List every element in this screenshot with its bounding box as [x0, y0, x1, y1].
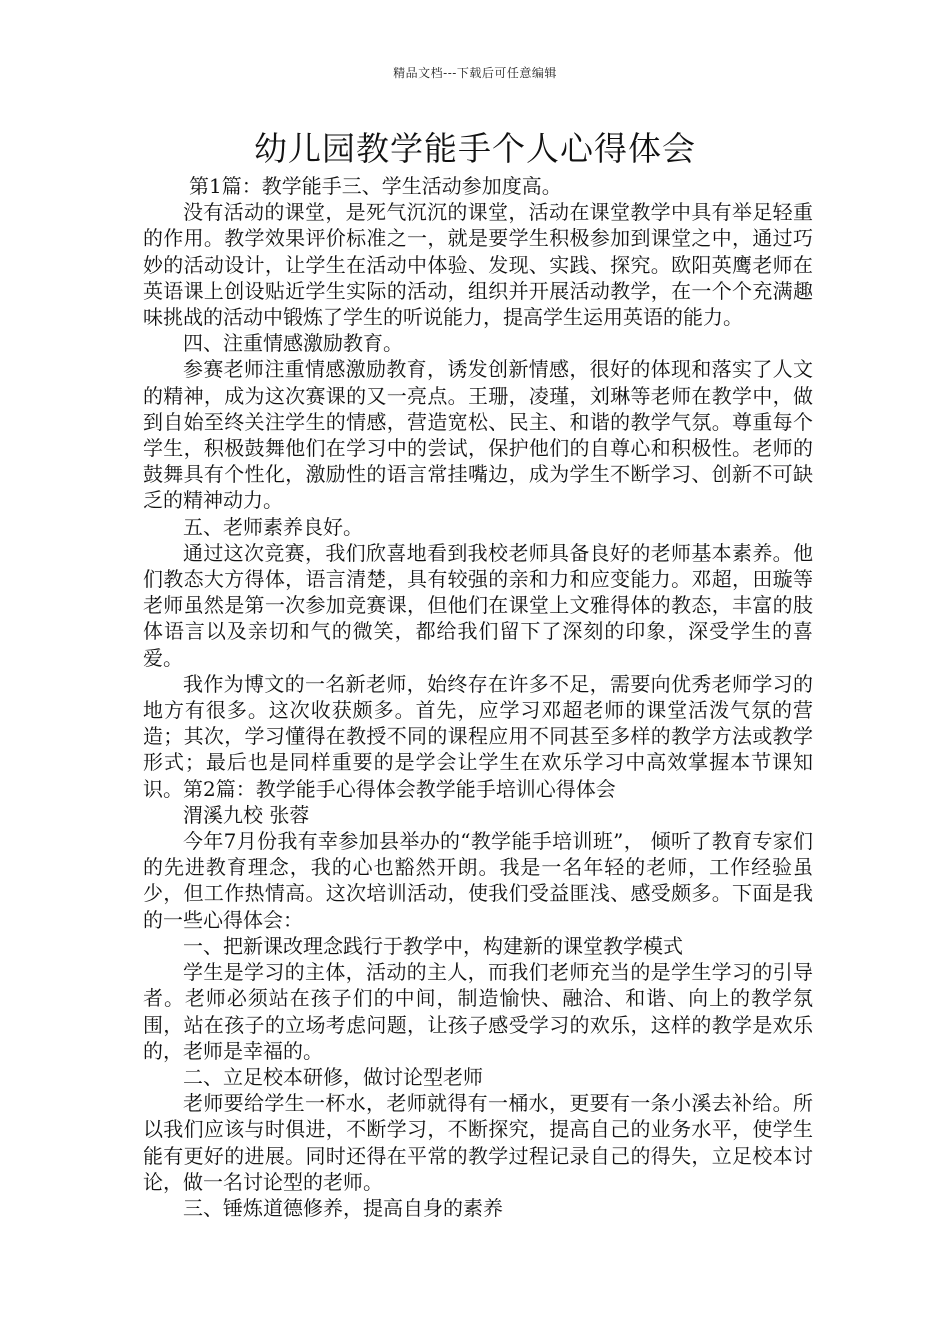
paragraph-section-two: 老师要给学生一杯水，老师就得有一桶水，更要有一条小溪去补给。所以我们应该与时俱进，不断学习，不断探究，提高自己的业务水平，使学生能有更好的进展。同时还得在平常的教学过程记录自己的得失，立足校本讨论，做一名讨论型的老师。	[143, 1091, 813, 1194]
paragraph-emotion: 参赛老师注重情感激励教育，诱发创新情感，很好的体现和落实了人文的精神，成为这次赛课的又一亮点。王珊，凌瑾，刘琳等老师在教学中，做到自始至终关注学生的情感，营造宽松、民主、和谐的教学气氛。尊重每个学生，积极鼓舞他们在学习中的尝试，保护他们的自尊心和积极性。老师的鼓舞具有个性化，激励性的语言常挂嘴边，成为学生不断学习、创新不可缺乏的精神动力。	[143, 357, 813, 513]
document-title: 幼儿园教学能手个人心得体会	[254, 129, 696, 168]
page-header-note: 精品文档---下载后可任意编辑	[393, 66, 557, 80]
section-heading-quality: 五、老师素养良好。	[183, 514, 363, 539]
section-heading-two: 二、立足校本研修，做讨论型老师	[183, 1064, 483, 1089]
paragraph-quality: 通过这次竞赛，我们欣喜地看到我校老师具备良好的老师基本素养。他们教态大方得体，语言清楚，具有较强的亲和力和应变能力。邓超，田璇等老师虽然是第一次参加竞赛课，但他们在课堂上文雅得体的教态，丰富的肢体语言以及亲切和气的微笑，都给我们留下了深刻的印象，深受学生的喜爱。	[143, 540, 813, 670]
paragraph-activity: 没有活动的课堂，是死气沉沉的课堂，活动在课堂教学中具有举足轻重的作用。教学效果评价标准之一，就是要学生积极参加到课堂之中，通过巧妙的活动设计，让学生在活动中体验、发现、实践、探究。欧阳英鹰老师在英语课上创设贴近学生实际的活动，组织并开展活动教学，在一个个充满趣味挑战的活动中锻炼了学生的听说能力，提高学生运用英语的能力。	[143, 200, 813, 330]
author-line: 渭溪九校 张蓉	[183, 802, 310, 827]
section-heading-three: 三、锤炼道德修养，提高自身的素养	[183, 1195, 503, 1220]
paragraph-training-intro: 今年7月份我有幸参加县举办的“教学能手培训班”， 倾听了教育专家们的先进教育理念，我的心也豁然开朗。我是一名年轻的老师，工作经验虽少，但工作热情高。这次培训活动，使我们受益匪浅、感受颇多。下面是我的一些心得体会：	[143, 829, 813, 932]
paragraph-new-teacher: 我作为博文的一名新老师，始终存在许多不足，需要向优秀老师学习的地方有很多。这次收获颇多。首先，应学习邓超老师的课堂活泼气氛的营造；其次，学习懂得在教授不同的课程应用不同甚至多样的教学方法或教学形式；最后也是同样重要的是学会让学生在欢乐学习中高效掌握本节课知识。第2篇：教学能手心得体会教学能手培训心得体会	[143, 671, 813, 801]
section-heading-one: 一、把新课改理念践行于教学中，构建新的课堂教学模式	[183, 933, 683, 958]
section-heading-emotion: 四、注重情感激励教育。	[183, 331, 403, 356]
paragraph-part1-heading: 第1篇：教学能手三、学生活动参加度高。	[189, 174, 562, 198]
document-body	[143, 173, 813, 1221]
paragraph-section-one: 学生是学习的主体，活动的主人，而我们老师充当的是学生学习的引导者。老师必须站在孩子们的中间，制造愉快、融洽、和谐、向上的教学氛围，站在孩子的立场考虑问题，让孩子感受学习的欢乐，这样的教学是欢乐的，老师是幸福的。	[143, 960, 813, 1063]
